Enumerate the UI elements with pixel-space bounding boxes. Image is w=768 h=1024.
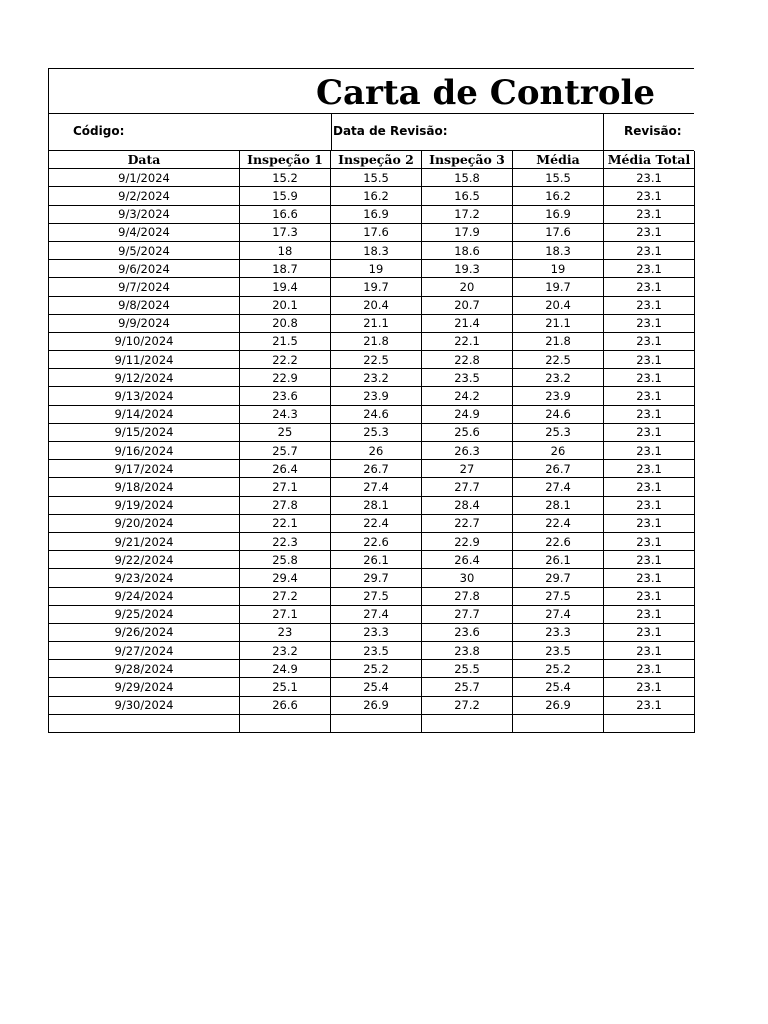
table-body [49,169,695,733]
table-row [49,314,695,332]
cell-inspecao-1[interactable]: 22.2 [240,351,331,369]
cell-inspecao-2[interactable]: 16.2 [331,187,422,205]
cell-media[interactable]: 26 [513,442,604,460]
cell-inspecao-3[interactable]: 22.7 [422,514,513,532]
table-row [49,642,695,660]
cell-data[interactable]: 9/6/2024 [49,260,240,278]
cell-inspecao-2[interactable]: 22.4 [331,514,422,532]
cell-data[interactable]: 9/24/2024 [49,587,240,605]
table-row [49,187,695,205]
cell-inspecao-3[interactable]: 20.7 [422,296,513,314]
cell-data[interactable]: 9/28/2024 [49,660,240,678]
cell-media[interactable]: 23.5 [513,642,604,660]
table-row [49,460,695,478]
cell-inspecao-1[interactable]: 23 [240,623,331,641]
cell-media[interactable]: 27.4 [513,605,604,623]
cell-media-total[interactable]: 23.1 [604,623,695,641]
cell-data[interactable]: 9/7/2024 [49,278,240,296]
cell-inspecao-2[interactable]: 23.5 [331,642,422,660]
cell-data[interactable]: 9/8/2024 [49,296,240,314]
cell-media[interactable]: 23.9 [513,387,604,405]
cell-inspecao-1[interactable]: 17.3 [240,223,331,241]
cell-data[interactable]: 9/17/2024 [49,460,240,478]
table-row [49,532,695,550]
cell-inspecao-1[interactable]: 25.8 [240,551,331,569]
table-row [49,296,695,314]
cell-media[interactable]: 28.1 [513,496,604,514]
revisao-label: Revisão: [624,124,682,138]
cell-inspecao-1[interactable]: 29.4 [240,569,331,587]
cell-media[interactable]: 25.2 [513,660,604,678]
data-revisao-label: Data de Revisão: [333,124,448,138]
cell-media[interactable]: 18.3 [513,241,604,259]
cell-inspecao-2[interactable]: 23.2 [331,369,422,387]
cell-inspecao-1[interactable]: 27.8 [240,496,331,514]
cell-inspecao-2[interactable]: 29.7 [331,569,422,587]
cell-data[interactable]: 9/21/2024 [49,532,240,550]
cell-data[interactable]: 9/26/2024 [49,623,240,641]
cell-inspecao-1[interactable]: 22.9 [240,369,331,387]
cell-media[interactable]: 26.7 [513,460,604,478]
cell-inspecao-2[interactable]: 23.3 [331,623,422,641]
cell-inspecao-2[interactable]: 23.9 [331,387,422,405]
cell-inspecao-1[interactable]: 23.6 [240,387,331,405]
cell-inspecao-1[interactable]: 18 [240,241,331,259]
cell-data[interactable]: 9/14/2024 [49,405,240,423]
cell-media[interactable]: 23.2 [513,369,604,387]
table-row [49,405,695,423]
cell-inspecao-3[interactable]: 16.5 [422,187,513,205]
cell-inspecao-3[interactable]: 21.4 [422,314,513,332]
cell-media-total[interactable]: 23.1 [604,387,695,405]
column-header-data: Data [49,151,240,169]
table-row [49,442,695,460]
cell-inspecao-3[interactable]: 23.8 [422,642,513,660]
cell-inspecao-2[interactable] [331,714,422,732]
cell-data[interactable]: 9/22/2024 [49,551,240,569]
cell-data[interactable]: 9/4/2024 [49,223,240,241]
cell-media-total[interactable]: 23.1 [604,405,695,423]
cell-data[interactable]: 9/13/2024 [49,387,240,405]
cell-inspecao-2[interactable]: 24.6 [331,405,422,423]
cell-inspecao-3[interactable]: 25.5 [422,660,513,678]
cell-data[interactable]: 9/5/2024 [49,241,240,259]
cell-media[interactable]: 29.7 [513,569,604,587]
cell-media-total[interactable]: 23.1 [604,260,695,278]
cell-media-total[interactable]: 23.1 [604,296,695,314]
cell-media[interactable]: 16.2 [513,187,604,205]
cell-inspecao-3[interactable]: 17.9 [422,223,513,241]
cell-inspecao-1[interactable]: 15.9 [240,187,331,205]
cell-media-total[interactable]: 23.1 [604,205,695,223]
cell-media[interactable]: 21.1 [513,314,604,332]
cell-inspecao-3[interactable]: 25.7 [422,678,513,696]
cell-media[interactable]: 19.7 [513,278,604,296]
column-header-inspecao-3: Inspeção 3 [422,151,513,169]
cell-media-total[interactable]: 23.1 [604,587,695,605]
cell-data[interactable]: 9/10/2024 [49,332,240,350]
column-header-inspecao-1: Inspeção 1 [240,151,331,169]
cell-media-total[interactable]: 23.1 [604,223,695,241]
cell-media-total[interactable]: 23.1 [604,169,695,187]
table-row [49,551,695,569]
cell-inspecao-3[interactable] [422,714,513,732]
cell-inspecao-1[interactable]: 27.2 [240,587,331,605]
cell-media-total[interactable]: 23.1 [604,369,695,387]
cell-data[interactable]: 9/1/2024 [49,169,240,187]
cell-inspecao-1[interactable]: 25.1 [240,678,331,696]
cell-data[interactable]: 9/3/2024 [49,205,240,223]
table-row [49,351,695,369]
table-row [49,260,695,278]
table-row [49,587,695,605]
cell-inspecao-1[interactable]: 25.7 [240,442,331,460]
cell-inspecao-2[interactable]: 19.7 [331,278,422,296]
cell-media[interactable]: 17.6 [513,223,604,241]
cell-inspecao-2[interactable]: 22.5 [331,351,422,369]
cell-inspecao-2[interactable]: 16.9 [331,205,422,223]
cell-data[interactable]: 9/19/2024 [49,496,240,514]
cell-media-total[interactable]: 23.1 [604,660,695,678]
table-row [49,241,695,259]
inspection-table [48,151,695,733]
column-header-inspecao-2: Inspeção 2 [331,151,422,169]
sheet-title: Carta de Controle [315,73,656,113]
cell-media-total[interactable]: 23.1 [604,241,695,259]
cell-inspecao-3[interactable]: 17.2 [422,205,513,223]
cell-media[interactable]: 21.8 [513,332,604,350]
cell-media[interactable]: 27.5 [513,587,604,605]
cell-inspecao-3[interactable]: 27 [422,460,513,478]
cell-media-total[interactable]: 23.1 [604,332,695,350]
cell-media-total[interactable]: 23.1 [604,532,695,550]
cell-media-total[interactable]: 23.1 [604,696,695,714]
table-row [49,387,695,405]
table-header-row [49,151,695,169]
cell-inspecao-3[interactable]: 20 [422,278,513,296]
cell-inspecao-3[interactable]: 22.9 [422,532,513,550]
cell-data[interactable]: 9/16/2024 [49,442,240,460]
cell-inspecao-2[interactable]: 19 [331,260,422,278]
cell-inspecao-3[interactable]: 27.7 [422,605,513,623]
cell-data[interactable]: 9/27/2024 [49,642,240,660]
cell-media-total[interactable] [604,714,695,732]
table-row [49,714,695,732]
cell-inspecao-1[interactable]: 18.7 [240,260,331,278]
cell-media[interactable]: 19 [513,260,604,278]
table-row [49,478,695,496]
table-row [49,569,695,587]
cell-inspecao-1[interactable]: 15.2 [240,169,331,187]
info-divider-1 [331,114,332,150]
info-row [48,114,694,151]
control-chart-sheet [48,68,694,733]
table-row [49,223,695,241]
cell-inspecao-2[interactable]: 27.5 [331,587,422,605]
cell-inspecao-3[interactable]: 22.8 [422,351,513,369]
cell-inspecao-1[interactable]: 24.3 [240,405,331,423]
info-divider-2 [603,114,604,150]
cell-media-total[interactable]: 23.1 [604,496,695,514]
cell-inspecao-2[interactable]: 26.1 [331,551,422,569]
cell-inspecao-3[interactable]: 28.4 [422,496,513,514]
cell-media[interactable]: 24.6 [513,405,604,423]
title-row [48,68,694,114]
cell-inspecao-2[interactable]: 20.4 [331,296,422,314]
cell-inspecao-3[interactable]: 27.2 [422,696,513,714]
cell-inspecao-1[interactable]: 20.8 [240,314,331,332]
cell-inspecao-1[interactable] [240,714,331,732]
cell-inspecao-2[interactable]: 15.5 [331,169,422,187]
cell-inspecao-3[interactable]: 19.3 [422,260,513,278]
cell-inspecao-1[interactable]: 22.3 [240,532,331,550]
cell-data[interactable] [49,714,240,732]
cell-media-total[interactable]: 23.1 [604,187,695,205]
cell-inspecao-3[interactable]: 26.3 [422,442,513,460]
cell-data[interactable]: 9/30/2024 [49,696,240,714]
cell-media[interactable]: 25.3 [513,423,604,441]
cell-inspecao-2[interactable]: 26 [331,442,422,460]
cell-media[interactable]: 20.4 [513,296,604,314]
cell-data[interactable]: 9/29/2024 [49,678,240,696]
cell-media-total[interactable]: 23.1 [604,569,695,587]
cell-inspecao-2[interactable]: 25.2 [331,660,422,678]
table-row [49,278,695,296]
cell-data[interactable]: 9/25/2024 [49,605,240,623]
cell-inspecao-1[interactable]: 21.5 [240,332,331,350]
cell-inspecao-3[interactable]: 23.5 [422,369,513,387]
cell-inspecao-3[interactable]: 30 [422,569,513,587]
table-row [49,205,695,223]
cell-media[interactable]: 25.4 [513,678,604,696]
cell-inspecao-1[interactable]: 20.1 [240,296,331,314]
codigo-label: Código: [73,124,125,138]
cell-inspecao-3[interactable]: 22.1 [422,332,513,350]
cell-media-total[interactable]: 23.1 [604,460,695,478]
cell-data[interactable]: 9/15/2024 [49,423,240,441]
cell-inspecao-1[interactable]: 27.1 [240,478,331,496]
cell-media[interactable]: 26.9 [513,696,604,714]
cell-inspecao-1[interactable]: 22.1 [240,514,331,532]
cell-media-total[interactable]: 23.1 [604,423,695,441]
cell-inspecao-3[interactable]: 18.6 [422,241,513,259]
cell-media-total[interactable]: 23.1 [604,551,695,569]
cell-inspecao-2[interactable]: 28.1 [331,496,422,514]
cell-inspecao-2[interactable]: 22.6 [331,532,422,550]
cell-inspecao-1[interactable]: 19.4 [240,278,331,296]
cell-media-total[interactable]: 23.1 [604,605,695,623]
cell-inspecao-2[interactable]: 25.3 [331,423,422,441]
table-row [49,369,695,387]
cell-inspecao-2[interactable]: 21.1 [331,314,422,332]
cell-inspecao-2[interactable]: 27.4 [331,605,422,623]
cell-media[interactable] [513,714,604,732]
cell-inspecao-3[interactable]: 24.2 [422,387,513,405]
cell-media[interactable]: 15.5 [513,169,604,187]
cell-media[interactable]: 27.4 [513,478,604,496]
cell-media-total[interactable]: 23.1 [604,642,695,660]
cell-inspecao-2[interactable]: 25.4 [331,678,422,696]
cell-inspecao-1[interactable]: 23.2 [240,642,331,660]
table-row [49,169,695,187]
cell-media-total[interactable]: 23.1 [604,478,695,496]
column-header-media: Média [513,151,604,169]
cell-inspecao-1[interactable]: 26.6 [240,696,331,714]
cell-inspecao-3[interactable]: 15.8 [422,169,513,187]
cell-data[interactable]: 9/23/2024 [49,569,240,587]
cell-inspecao-2[interactable]: 18.3 [331,241,422,259]
cell-media-total[interactable]: 23.1 [604,278,695,296]
table-row [49,623,695,641]
cell-inspecao-2[interactable]: 26.7 [331,460,422,478]
cell-inspecao-2[interactable]: 21.8 [331,332,422,350]
cell-inspecao-1[interactable]: 16.6 [240,205,331,223]
table-row [49,332,695,350]
cell-data[interactable]: 9/11/2024 [49,351,240,369]
cell-media-total[interactable]: 23.1 [604,351,695,369]
table-row [49,605,695,623]
table-row [49,496,695,514]
cell-data[interactable]: 9/18/2024 [49,478,240,496]
cell-media-total[interactable]: 23.1 [604,442,695,460]
cell-data[interactable]: 9/9/2024 [49,314,240,332]
cell-inspecao-1[interactable]: 26.4 [240,460,331,478]
cell-inspecao-3[interactable]: 25.6 [422,423,513,441]
cell-inspecao-3[interactable]: 26.4 [422,551,513,569]
cell-inspecao-2[interactable]: 26.9 [331,696,422,714]
table-row [49,660,695,678]
cell-inspecao-3[interactable]: 23.6 [422,623,513,641]
cell-data[interactable]: 9/20/2024 [49,514,240,532]
cell-inspecao-3[interactable]: 27.7 [422,478,513,496]
cell-inspecao-3[interactable]: 27.8 [422,587,513,605]
cell-data[interactable]: 9/2/2024 [49,187,240,205]
cell-media[interactable]: 22.5 [513,351,604,369]
cell-inspecao-1[interactable]: 24.9 [240,660,331,678]
cell-media[interactable]: 22.4 [513,514,604,532]
cell-inspecao-2[interactable]: 17.6 [331,223,422,241]
cell-media-total[interactable]: 23.1 [604,314,695,332]
cell-inspecao-3[interactable]: 24.9 [422,405,513,423]
cell-media-total[interactable]: 23.1 [604,678,695,696]
cell-inspecao-1[interactable]: 25 [240,423,331,441]
cell-inspecao-1[interactable]: 27.1 [240,605,331,623]
cell-media[interactable]: 16.9 [513,205,604,223]
column-header-media-total: Média Total [604,151,695,169]
cell-media[interactable]: 23.3 [513,623,604,641]
table-row [49,696,695,714]
table-row [49,514,695,532]
cell-inspecao-2[interactable]: 27.4 [331,478,422,496]
cell-data[interactable]: 9/12/2024 [49,369,240,387]
cell-media[interactable]: 22.6 [513,532,604,550]
cell-media-total[interactable]: 23.1 [604,514,695,532]
table-row [49,678,695,696]
table-row [49,423,695,441]
cell-media[interactable]: 26.1 [513,551,604,569]
